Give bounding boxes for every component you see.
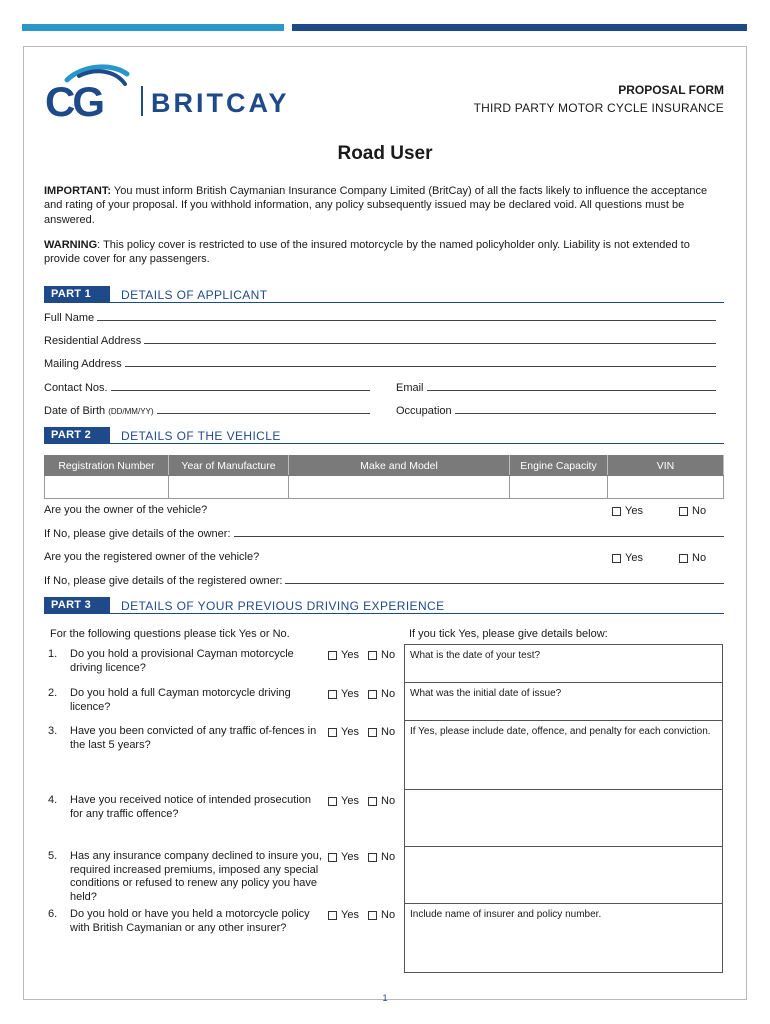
part3-intro-right: If you tick Yes, please give details below: (409, 628, 608, 640)
important-text: You must inform British Caymanian Insurance Company Limited (BritCay) of all the facts likely to influence the acceptance and rating of your proposal. If you withhold information, any policy subsequently issued may be declared void. All questions must be answered. (44, 185, 708, 226)
q5-details-box[interactable] (404, 846, 723, 904)
question-text: Has any insurance company declined to insure you, required increased premiums, imposed any special conditions or refused to renew any policy you have held? (70, 850, 322, 903)
q3-details-box[interactable]: If Yes, please include date, offence, and penalty for each conviction. (404, 720, 723, 790)
col-year-of-manufacture: Year of Manufacture (169, 456, 289, 476)
checkbox-icon (368, 651, 377, 660)
checkbox-icon (679, 507, 688, 516)
owner-yes-checkbox[interactable] (612, 505, 643, 517)
registered-owner-details-field[interactable] (44, 574, 724, 587)
checkbox-icon (368, 911, 377, 920)
vehicle-table (44, 455, 724, 499)
part3-title: DETAILS OF YOUR PREVIOUS DRIVING EXPERIENCE (121, 599, 445, 613)
no-label: No (381, 649, 396, 661)
checkbox-icon (328, 797, 337, 806)
checkbox-icon (328, 911, 337, 920)
top-accent-bar-light (22, 24, 284, 31)
logo-mark: CG (45, 78, 102, 124)
no-label: No (381, 909, 396, 921)
yes-label: Yes (341, 649, 359, 661)
date-of-birth-label: Date of Birth (DD/MM/YY) (44, 405, 154, 417)
checkbox-icon (612, 507, 621, 516)
yes-label: Yes (341, 726, 359, 738)
no-label: No (381, 851, 396, 863)
warning-text: : This policy cover is restricted to use of the insured motorcycle by the named policyholder only. Liability is not extended to provide cover for any passengers. (44, 239, 690, 266)
no-label: No (692, 505, 707, 517)
registration-number-cell[interactable] (45, 476, 169, 499)
part3-tag: PART 3 (44, 597, 110, 613)
no-label: No (381, 726, 396, 738)
part1-title: DETAILS OF APPLICANT (121, 288, 268, 302)
question-6 (48, 908, 323, 935)
logo-wordmark: BRITCAY (151, 88, 290, 118)
make-and-model-cell[interactable] (289, 476, 510, 499)
email-label: Email (396, 382, 424, 394)
date-of-birth-field[interactable] (44, 404, 370, 417)
checkbox-icon (368, 853, 377, 862)
warning-label: WARNING (44, 239, 98, 251)
page-number: 1 (382, 993, 388, 1003)
part3-intro-left: For the following questions please tick Yes or No. (50, 628, 290, 640)
email-field[interactable] (396, 381, 716, 394)
part2-title: DETAILS OF THE VEHICLE (121, 429, 281, 443)
important-label: IMPORTANT: (44, 185, 112, 197)
checkbox-icon (328, 651, 337, 660)
dob-format-hint: (DD/MM/YY) (108, 407, 154, 416)
question-4 (48, 794, 323, 821)
question-number: 4. (48, 794, 58, 806)
no-label: No (692, 552, 707, 564)
vehicle-table-row (45, 476, 724, 499)
no-label: No (381, 688, 396, 700)
part1-rule (44, 302, 724, 303)
no-label: No (381, 795, 396, 807)
owner-details-field[interactable] (44, 527, 724, 540)
question-text: Do you hold a full Cayman motorcycle driving licence? (70, 687, 291, 713)
checkbox-icon (679, 554, 688, 563)
col-vin: VIN (608, 456, 724, 476)
mailing-address-label: Mailing Address (44, 358, 122, 370)
question-text: Have you been convicted of any traffic of-fences in the last 5 years? (70, 725, 317, 751)
residential-address-label: Residential Address (44, 335, 142, 347)
top-accent-bar-dark (292, 24, 747, 31)
contact-nos-field[interactable] (44, 381, 370, 394)
checkbox-icon (368, 728, 377, 737)
full-name-label: Full Name (44, 312, 95, 324)
important-notice (44, 184, 724, 227)
checkbox-icon (368, 690, 377, 699)
form-title: PROPOSAL FORM (618, 83, 724, 97)
q6-no-checkbox[interactable] (368, 909, 395, 921)
q2-details-box[interactable]: What was the initial date of issue? (404, 682, 723, 721)
q1-yes-checkbox[interactable] (328, 649, 359, 661)
yes-label: Yes (341, 688, 359, 700)
q4-yes-checkbox[interactable] (328, 795, 359, 807)
checkbox-icon (328, 728, 337, 737)
form-subtitle: THIRD PARTY MOTOR CYCLE INSURANCE (473, 101, 724, 115)
checkbox-icon (328, 690, 337, 699)
vehicle-table-header (45, 456, 724, 476)
britcay-logo (45, 64, 330, 124)
question-3 (48, 725, 323, 752)
question-text: Have you received notice of intended prosecution for any traffic offence? (70, 794, 311, 820)
yes-label: Yes (625, 552, 643, 564)
yes-label: Yes (341, 795, 359, 807)
registered-owner-question: Are you the registered owner of the vehicle? (44, 551, 260, 563)
question-text: Do you hold a provisional Cayman motorcycle driving licence? (70, 648, 294, 674)
document-heading: Road User (337, 143, 433, 164)
q5-yes-checkbox[interactable] (328, 851, 359, 863)
q5-no-checkbox[interactable] (368, 851, 395, 863)
checkbox-icon (328, 853, 337, 862)
question-2 (48, 687, 323, 714)
question-1 (48, 648, 323, 675)
residential-address-field[interactable] (44, 334, 716, 347)
question-number: 5. (48, 850, 58, 862)
yes-label: Yes (341, 851, 359, 863)
question-number: 6. (48, 908, 58, 920)
col-engine-capacity: Engine Capacity (510, 456, 608, 476)
question-number: 1. (48, 648, 58, 660)
question-text: Do you hold or have you held a motorcycle policy with British Caymanian or any other insurer? (70, 908, 310, 934)
owner-no-checkbox[interactable] (679, 505, 706, 517)
warning-notice (44, 238, 724, 267)
q3-yes-checkbox[interactable] (328, 726, 359, 738)
col-registration-number: Registration Number (45, 456, 169, 476)
q2-yes-checkbox[interactable] (328, 688, 359, 700)
q4-no-checkbox[interactable] (368, 795, 395, 807)
q6-yes-checkbox[interactable] (328, 909, 359, 921)
occupation-field[interactable] (396, 404, 716, 417)
question-5 (48, 850, 323, 904)
owner-details-label: If No, please give details of the owner: (44, 528, 231, 540)
part3-rule (44, 613, 724, 614)
vin-cell[interactable] (608, 476, 724, 499)
part2-tag: PART 2 (44, 427, 110, 443)
q2-no-checkbox[interactable] (368, 688, 395, 700)
mailing-address-field[interactable] (44, 357, 716, 370)
checkbox-icon (368, 797, 377, 806)
yes-label: Yes (625, 505, 643, 517)
occupation-label: Occupation (396, 405, 452, 417)
registered-owner-yes-checkbox[interactable] (612, 552, 643, 564)
yes-label: Yes (341, 909, 359, 921)
question-number: 3. (48, 725, 58, 737)
part1-tag: PART 1 (44, 286, 110, 302)
col-make-and-model: Make and Model (289, 456, 510, 476)
part2-rule (44, 443, 724, 444)
engine-capacity-cell[interactable] (510, 476, 608, 499)
full-name-field[interactable] (44, 311, 716, 324)
q1-no-checkbox[interactable] (368, 649, 395, 661)
question-number: 2. (48, 687, 58, 699)
checkbox-icon (612, 554, 621, 563)
q6-details-box[interactable]: Include name of insurer and policy number. (404, 903, 723, 973)
registered-owner-details-label: If No, please give details of the registered owner: (44, 575, 283, 587)
q3-no-checkbox[interactable] (368, 726, 395, 738)
contact-nos-label: Contact Nos. (44, 382, 108, 394)
registered-owner-no-checkbox[interactable] (679, 552, 706, 564)
q1-details-box[interactable]: What is the date of your test? (404, 644, 723, 683)
q4-details-box[interactable] (404, 789, 723, 847)
owner-question: Are you the owner of the vehicle? (44, 504, 208, 516)
year-of-manufacture-cell[interactable] (169, 476, 289, 499)
